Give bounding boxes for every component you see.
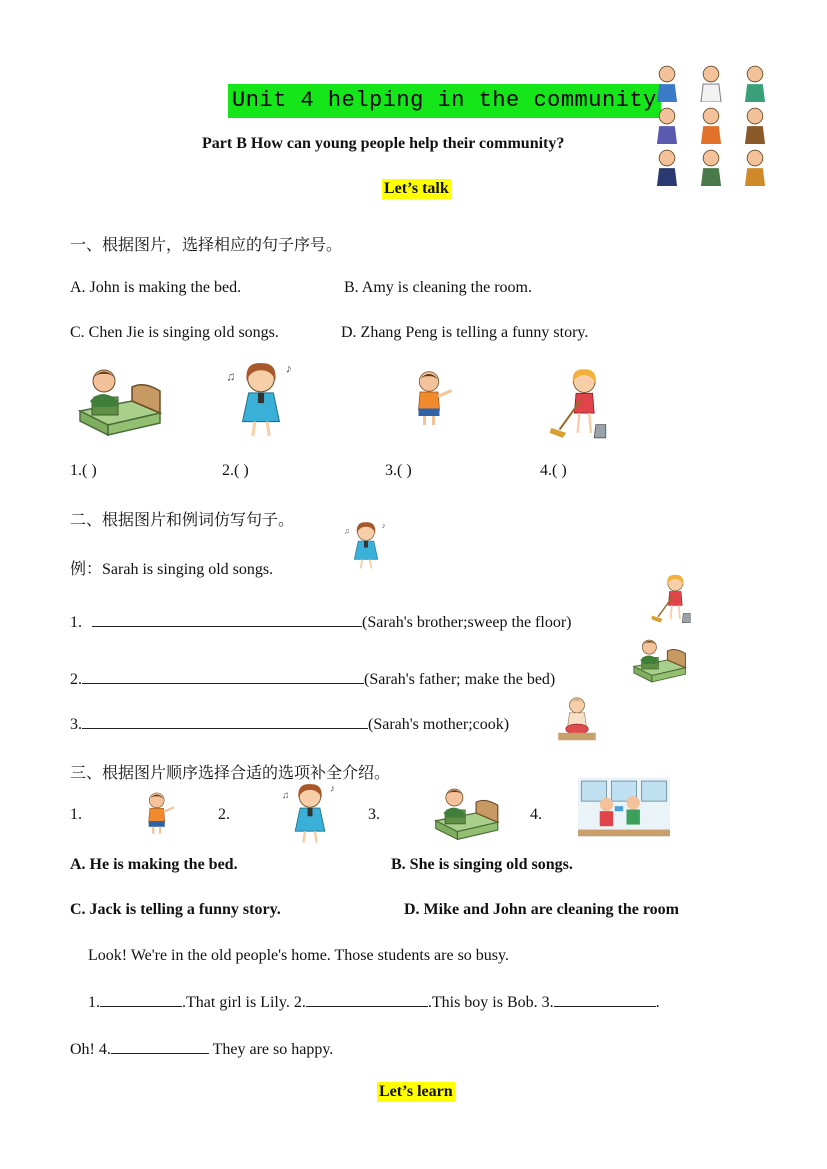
making-bed-hint-picture — [630, 634, 688, 686]
sec3-option-c: C. Jack is telling a funny story. — [70, 901, 281, 918]
sec3-passage-line-3 — [70, 1039, 333, 1059]
sec3-option-b: B. She is singing old songs. — [391, 856, 573, 873]
sec2-example — [70, 556, 273, 579]
sec3-boy-making-bed-picture — [428, 782, 504, 844]
unit-title: Unit 4 helping in the community — [228, 84, 661, 118]
answer-blank[interactable] — [82, 669, 364, 684]
sec1-answer-2[interactable]: 2.( ) — [222, 462, 249, 479]
community-workers-picture — [648, 62, 776, 190]
passage-text: . — [655, 994, 660, 1011]
item-hint: (Sarah's father; make the bed) — [364, 671, 556, 688]
sec1-option-a: A. John is making the bed. — [70, 279, 242, 296]
sec3-pic-label-2: 2. — [218, 806, 230, 823]
passage-text: .That girl is Lily. 2. — [182, 994, 306, 1011]
sec3-boy-telling-story-picture — [136, 782, 182, 844]
boy-making-bed-picture — [74, 360, 164, 442]
section-title-talk: Let’s talk — [384, 180, 449, 197]
sec3-kids-cleaning-picture — [578, 776, 670, 838]
section-1-heading: 一、根据图片，选择相应的句子序号。 — [70, 235, 343, 254]
sec1-answer-4[interactable]: 4.( ) — [540, 462, 567, 479]
sec1-answer-1[interactable]: 1.( ) — [70, 462, 97, 479]
sec3-pic-label-4: 4. — [530, 806, 542, 823]
passage-text: They are so happy. — [208, 1041, 334, 1058]
girl-singing-picture — [220, 356, 302, 442]
passage-text: 1. — [88, 994, 100, 1011]
example-prefix: 例： — [70, 561, 103, 578]
example-girl-singing-picture — [340, 518, 392, 572]
sec2-item-1 — [70, 612, 571, 632]
cooking-hint-picture — [552, 690, 602, 748]
item-hint: (Sarah's mother;cook) — [368, 716, 510, 733]
answer-blank-2[interactable] — [306, 992, 428, 1007]
item-number: 3. — [70, 716, 82, 733]
sec3-option-d: D. Mike and John are cleaning the room — [404, 901, 679, 918]
boy-telling-story-picture — [402, 356, 462, 440]
sec3-girl-singing-picture — [272, 780, 348, 846]
answer-blank-1[interactable] — [100, 992, 182, 1007]
section-title-learn: Let’s learn — [379, 1083, 453, 1100]
item-number: 2. — [70, 671, 82, 688]
section-2-heading: 二、根据图片和例词仿写句子。 — [70, 510, 295, 529]
passage-text: Oh! 4. — [70, 1041, 111, 1058]
passage-text: .This boy is Bob. 3. — [427, 994, 554, 1011]
item-hint: (Sarah's brother;sweep the floor) — [362, 614, 572, 631]
sec3-pic-label-3: 3. — [368, 806, 380, 823]
sec2-item-2 — [70, 669, 555, 689]
answer-blank-4[interactable] — [111, 1039, 209, 1054]
sec1-option-c: C. Chen Jie is singing old songs. — [70, 324, 279, 341]
sec3-passage-line-1: Look! We're in the old people's home. Those students are so busy. — [88, 947, 509, 964]
answer-blank[interactable] — [82, 714, 368, 729]
answer-blank-3[interactable] — [554, 992, 656, 1007]
sec2-item-3 — [70, 714, 509, 734]
sec1-option-d: D. Zhang Peng is telling a funny story. — [341, 324, 589, 341]
sec3-pic-label-1: 1. — [70, 806, 82, 823]
sec1-answer-3[interactable]: 3.( ) — [385, 462, 412, 479]
item-number: 1. — [70, 614, 86, 631]
sec1-option-b: B. Amy is cleaning the room. — [344, 279, 532, 296]
section-3-heading: 三、根据图片顺序选择合适的选项补全介绍。 — [70, 763, 391, 782]
sec3-passage-line-2 — [88, 992, 660, 1012]
girl-sweeping-picture — [548, 362, 614, 446]
part-title: Part B How can young people help their community? — [202, 135, 565, 152]
example-sentence: Sarah is singing old songs. — [102, 561, 274, 578]
sweeping-hint-picture — [650, 570, 696, 628]
sec3-option-a: A. He is making the bed. — [70, 856, 238, 873]
answer-blank[interactable] — [92, 612, 362, 627]
